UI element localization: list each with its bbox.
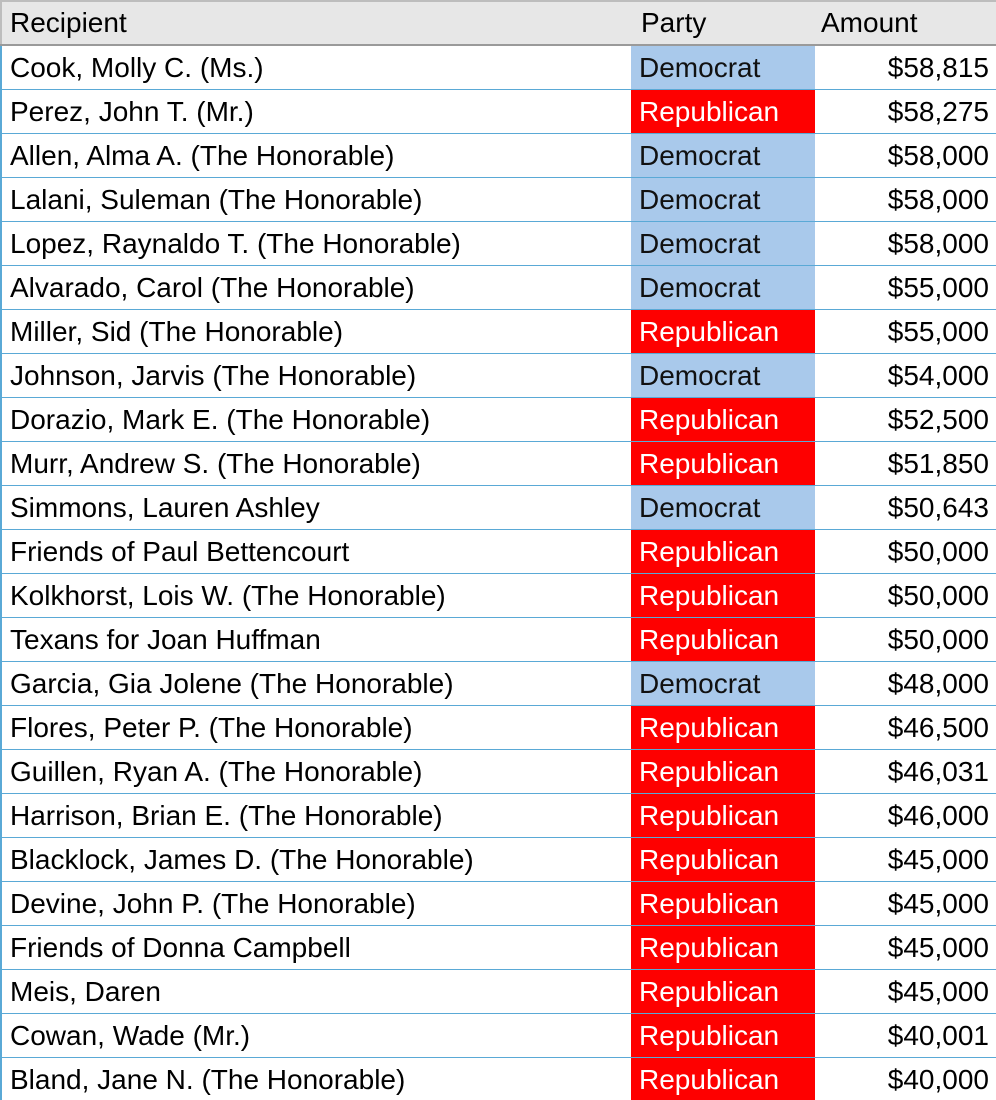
party-cell[interactable]: Republican bbox=[631, 706, 815, 750]
table-row bbox=[1, 178, 996, 222]
amount-cell[interactable]: $55,000 bbox=[815, 310, 996, 354]
amount-cell[interactable]: $54,000 bbox=[815, 354, 996, 398]
table-header bbox=[1, 1, 996, 45]
table-row bbox=[1, 222, 996, 266]
table-row bbox=[1, 134, 996, 178]
table-row bbox=[1, 266, 996, 310]
recipient-cell[interactable]: Garcia, Gia Jolene (The Honorable) bbox=[1, 662, 631, 706]
recipient-cell[interactable]: Cowan, Wade (Mr.) bbox=[1, 1014, 631, 1058]
table-row bbox=[1, 45, 996, 90]
amount-cell[interactable]: $45,000 bbox=[815, 970, 996, 1014]
header-party[interactable]: Party bbox=[631, 1, 815, 45]
amount-cell[interactable]: $46,000 bbox=[815, 794, 996, 838]
recipient-cell[interactable]: Cook, Molly C. (Ms.) bbox=[1, 45, 631, 90]
recipient-cell[interactable]: Friends of Donna Campbell bbox=[1, 926, 631, 970]
table-row bbox=[1, 926, 996, 970]
amount-cell[interactable]: $40,000 bbox=[815, 1058, 996, 1100]
party-cell[interactable]: Republican bbox=[631, 398, 815, 442]
header-row bbox=[1, 1, 996, 45]
recipient-cell[interactable]: Dorazio, Mark E. (The Honorable) bbox=[1, 398, 631, 442]
table-row bbox=[1, 838, 996, 882]
amount-cell[interactable]: $52,500 bbox=[815, 398, 996, 442]
recipient-cell[interactable]: Lopez, Raynaldo T. (The Honorable) bbox=[1, 222, 631, 266]
amount-cell[interactable]: $58,815 bbox=[815, 45, 996, 90]
amount-cell[interactable]: $40,001 bbox=[815, 1014, 996, 1058]
party-cell[interactable]: Democrat bbox=[631, 134, 815, 178]
party-cell[interactable]: Republican bbox=[631, 310, 815, 354]
table-row bbox=[1, 90, 996, 134]
table-row bbox=[1, 618, 996, 662]
table-row bbox=[1, 530, 996, 574]
recipient-cell[interactable]: Alvarado, Carol (The Honorable) bbox=[1, 266, 631, 310]
table-row bbox=[1, 486, 996, 530]
amount-cell[interactable]: $46,500 bbox=[815, 706, 996, 750]
amount-cell[interactable]: $46,031 bbox=[815, 750, 996, 794]
amount-cell[interactable]: $48,000 bbox=[815, 662, 996, 706]
amount-cell[interactable]: $45,000 bbox=[815, 882, 996, 926]
recipient-cell[interactable]: Flores, Peter P. (The Honorable) bbox=[1, 706, 631, 750]
party-cell[interactable]: Democrat bbox=[631, 662, 815, 706]
recipient-cell[interactable]: Bland, Jane N. (The Honorable) bbox=[1, 1058, 631, 1100]
recipient-cell[interactable]: Kolkhorst, Lois W. (The Honorable) bbox=[1, 574, 631, 618]
recipient-cell[interactable]: Texans for Joan Huffman bbox=[1, 618, 631, 662]
amount-cell[interactable]: $45,000 bbox=[815, 838, 996, 882]
recipient-cell[interactable]: Friends of Paul Bettencourt bbox=[1, 530, 631, 574]
recipient-cell[interactable]: Lalani, Suleman (The Honorable) bbox=[1, 178, 631, 222]
amount-cell[interactable]: $50,000 bbox=[815, 530, 996, 574]
table-row bbox=[1, 662, 996, 706]
table-row bbox=[1, 1014, 996, 1058]
table-row bbox=[1, 398, 996, 442]
recipient-cell[interactable]: Devine, John P. (The Honorable) bbox=[1, 882, 631, 926]
table-row bbox=[1, 750, 996, 794]
party-cell[interactable]: Democrat bbox=[631, 45, 815, 90]
party-cell[interactable]: Democrat bbox=[631, 266, 815, 310]
recipient-cell[interactable]: Murr, Andrew S. (The Honorable) bbox=[1, 442, 631, 486]
party-cell[interactable]: Republican bbox=[631, 90, 815, 134]
amount-cell[interactable]: $58,275 bbox=[815, 90, 996, 134]
recipient-cell[interactable]: Allen, Alma A. (The Honorable) bbox=[1, 134, 631, 178]
table-row bbox=[1, 310, 996, 354]
party-cell[interactable]: Republican bbox=[631, 1058, 815, 1100]
party-cell[interactable]: Republican bbox=[631, 530, 815, 574]
recipient-cell[interactable]: Simmons, Lauren Ashley bbox=[1, 486, 631, 530]
amount-cell[interactable]: $50,000 bbox=[815, 618, 996, 662]
recipient-cell[interactable]: Meis, Daren bbox=[1, 970, 631, 1014]
header-amount[interactable]: Amount bbox=[815, 1, 996, 45]
party-cell[interactable]: Republican bbox=[631, 618, 815, 662]
amount-cell[interactable]: $58,000 bbox=[815, 178, 996, 222]
party-cell[interactable]: Republican bbox=[631, 574, 815, 618]
party-cell[interactable]: Democrat bbox=[631, 222, 815, 266]
table-row bbox=[1, 354, 996, 398]
table-row bbox=[1, 970, 996, 1014]
amount-cell[interactable]: $58,000 bbox=[815, 134, 996, 178]
party-cell[interactable]: Republican bbox=[631, 970, 815, 1014]
table-row bbox=[1, 882, 996, 926]
table-row bbox=[1, 706, 996, 750]
table-body bbox=[1, 45, 996, 1100]
table-row bbox=[1, 794, 996, 838]
party-cell[interactable]: Republican bbox=[631, 838, 815, 882]
party-cell[interactable]: Republican bbox=[631, 442, 815, 486]
party-cell[interactable]: Republican bbox=[631, 882, 815, 926]
recipient-cell[interactable]: Johnson, Jarvis (The Honorable) bbox=[1, 354, 631, 398]
party-cell[interactable]: Democrat bbox=[631, 486, 815, 530]
party-cell[interactable]: Democrat bbox=[631, 354, 815, 398]
amount-cell[interactable]: $58,000 bbox=[815, 222, 996, 266]
party-cell[interactable]: Republican bbox=[631, 794, 815, 838]
party-cell[interactable]: Republican bbox=[631, 926, 815, 970]
amount-cell[interactable]: $45,000 bbox=[815, 926, 996, 970]
table-row bbox=[1, 574, 996, 618]
table-row bbox=[1, 1058, 996, 1100]
party-cell[interactable]: Republican bbox=[631, 750, 815, 794]
table-row bbox=[1, 442, 996, 486]
amount-cell[interactable]: $55,000 bbox=[815, 266, 996, 310]
recipient-cell[interactable]: Blacklock, James D. (The Honorable) bbox=[1, 838, 631, 882]
recipient-cell[interactable]: Miller, Sid (The Honorable) bbox=[1, 310, 631, 354]
header-recipient[interactable]: Recipient bbox=[1, 1, 631, 45]
amount-cell[interactable]: $50,643 bbox=[815, 486, 996, 530]
party-cell[interactable]: Democrat bbox=[631, 178, 815, 222]
recipient-cell[interactable]: Perez, John T. (Mr.) bbox=[1, 90, 631, 134]
recipient-cell[interactable]: Guillen, Ryan A. (The Honorable) bbox=[1, 750, 631, 794]
party-cell[interactable]: Republican bbox=[631, 1014, 815, 1058]
amount-cell[interactable]: $51,850 bbox=[815, 442, 996, 486]
recipient-cell[interactable]: Harrison, Brian E. (The Honorable) bbox=[1, 794, 631, 838]
amount-cell[interactable]: $50,000 bbox=[815, 574, 996, 618]
